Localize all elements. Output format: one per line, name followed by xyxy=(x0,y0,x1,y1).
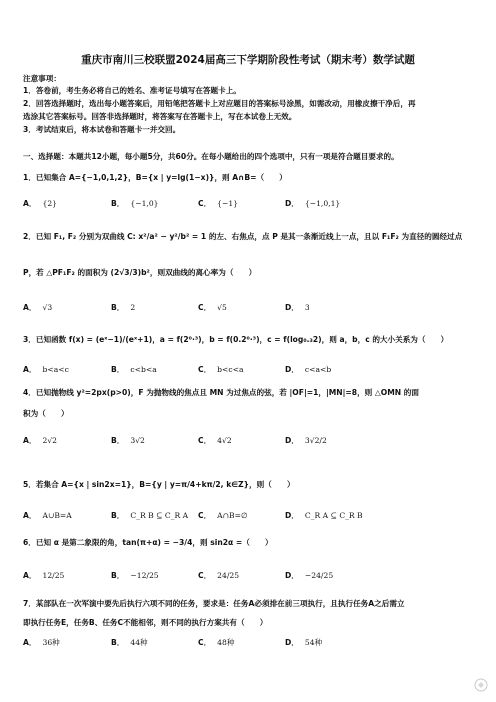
question-3-stem: 3．已知函数 f(x) = (eˣ−1)/(eˣ+1)，a = f(2⁰·³)，b = f(0.2⁰·³)，c = f(log₀.₃2)，则 a，b，c 的大小关系为（ ） xyxy=(23,335,449,344)
option-c[interactable]: C． {−1} xyxy=(198,199,239,208)
option-c[interactable]: C． √5 xyxy=(198,303,227,312)
option-b[interactable]: B． 44种 xyxy=(111,638,148,647)
question-7-stem-cont: 即执行任务E，任务B、任务C不能相邻，则不同的执行方案共有（ ） xyxy=(23,618,268,627)
option-d[interactable]: D． −24/25 xyxy=(285,571,334,580)
question-7-stem: 7．某部队在一次军演中要先后执行六项不同的任务，要求是：任务A必须排在前三项执行，且执行任务A之后需立 xyxy=(23,599,405,608)
section-heading: 一、选择题：本题共12小题，每小题5分，共60分。在每小题给出的四个选项中，只有一项是符合题目要求的。 xyxy=(23,152,399,161)
question-4-stem-cont: 积为（ ） xyxy=(23,409,69,418)
notice-item: 选涂其它答案标号。回答非选择题时，将答案写在答题卡上，写在本试卷上无效。 xyxy=(23,112,297,121)
option-d[interactable]: D． {−1,0,1} xyxy=(285,199,341,208)
option-c[interactable]: C． 24/25 xyxy=(198,571,240,580)
question-6-stem: 6．已知 α 是第二象限的角，tan(π+α) = −3/4，则 sin2α =（ ） xyxy=(23,538,273,547)
option-c[interactable]: C． A∩B=∅ xyxy=(198,511,248,520)
question-1-options xyxy=(23,198,479,212)
option-c[interactable]: C． 48种 xyxy=(198,638,235,647)
question-1-stem: 1．已知集合 A={−1,0,1,2}，B={x | y=lg(1−x)}，则 A∩B=（ ） xyxy=(23,173,287,182)
notice-item: 1．答卷前，考生务必将自己的姓名、准考证号填写在答题卡上。 xyxy=(23,86,241,95)
question-2-stem-cont: P，若 △PF₁F₂ 的面积为 (2√3/3)b²，则双曲线的离心率为（ ） xyxy=(23,268,257,277)
question-4-stem: 4．已知抛物线 y²=2px(p>0)，F 为抛物线的焦点且 MN 为过焦点的弦，若 |OF|=1，|MN|=8，则 △OMN 的面 xyxy=(23,388,419,397)
notice-item: 3．考试结束后，将本试卷和答题卡一并交回。 xyxy=(23,125,181,134)
option-b[interactable]: B． 3√2 xyxy=(111,436,145,445)
exam-title: 重庆市南川三校联盟2024届高三下学期阶段性考试（期末考）数学试题 xyxy=(81,54,415,66)
option-b[interactable]: B． {−1,0} xyxy=(111,199,159,208)
option-a[interactable]: A． b<a<c xyxy=(23,365,69,374)
option-d[interactable]: D． 3 xyxy=(285,303,310,312)
option-c[interactable]: C． 4√2 xyxy=(198,436,232,445)
option-b[interactable]: B． 2 xyxy=(111,303,136,312)
option-b[interactable]: B． C_R B ⊆ C_R A xyxy=(111,511,189,520)
option-b[interactable]: B． −12/25 xyxy=(111,571,159,580)
option-a[interactable]: A． 36种 xyxy=(23,638,60,647)
question-2-options xyxy=(23,302,479,316)
question-5-stem: 5．若集合 A={x | sin2x=1}，B={y | y=π/4+kπ/2, k∈Z}，则（ ） xyxy=(23,480,295,489)
option-d[interactable]: D． 54种 xyxy=(285,638,323,647)
question-4-options xyxy=(23,435,479,449)
question-2-stem: 2．已知 F₁, F₂ 分别为双曲线 C: x²/a² − y²/b² = 1 的左、右焦点，点 P 是其一条渐近线上一点，且以 F₁F₂ 为直径的圆经过点 xyxy=(23,232,463,241)
option-c[interactable]: C． b<c<a xyxy=(198,365,244,374)
question-7-options xyxy=(23,637,479,651)
option-d[interactable]: D． 3√2/2 xyxy=(285,436,327,445)
watermark-logo-icon xyxy=(474,678,488,692)
option-d[interactable]: D． C_R A ⊆ C_R B xyxy=(285,511,363,520)
option-a[interactable]: A． {2} xyxy=(23,199,57,208)
question-5-options xyxy=(23,510,479,524)
option-a[interactable]: A． 12/25 xyxy=(23,571,65,580)
option-a[interactable]: A． 2√2 xyxy=(23,436,57,445)
option-a[interactable]: A． A∪B=A xyxy=(23,511,72,520)
question-3-options xyxy=(23,364,479,378)
option-b[interactable]: B． c<b<a xyxy=(111,365,157,374)
notice-heading: 注意事项： xyxy=(23,74,61,83)
option-a[interactable]: A． √3 xyxy=(23,303,53,312)
option-d[interactable]: D． c<a<b xyxy=(285,365,332,374)
question-6-options xyxy=(23,570,479,584)
notice-item: 2．回答选择题时，选出每小题答案后，用铅笔把答题卡上对应题目的答案标号涂黑，如需改动，用橡皮擦干净后，再 xyxy=(23,99,416,108)
